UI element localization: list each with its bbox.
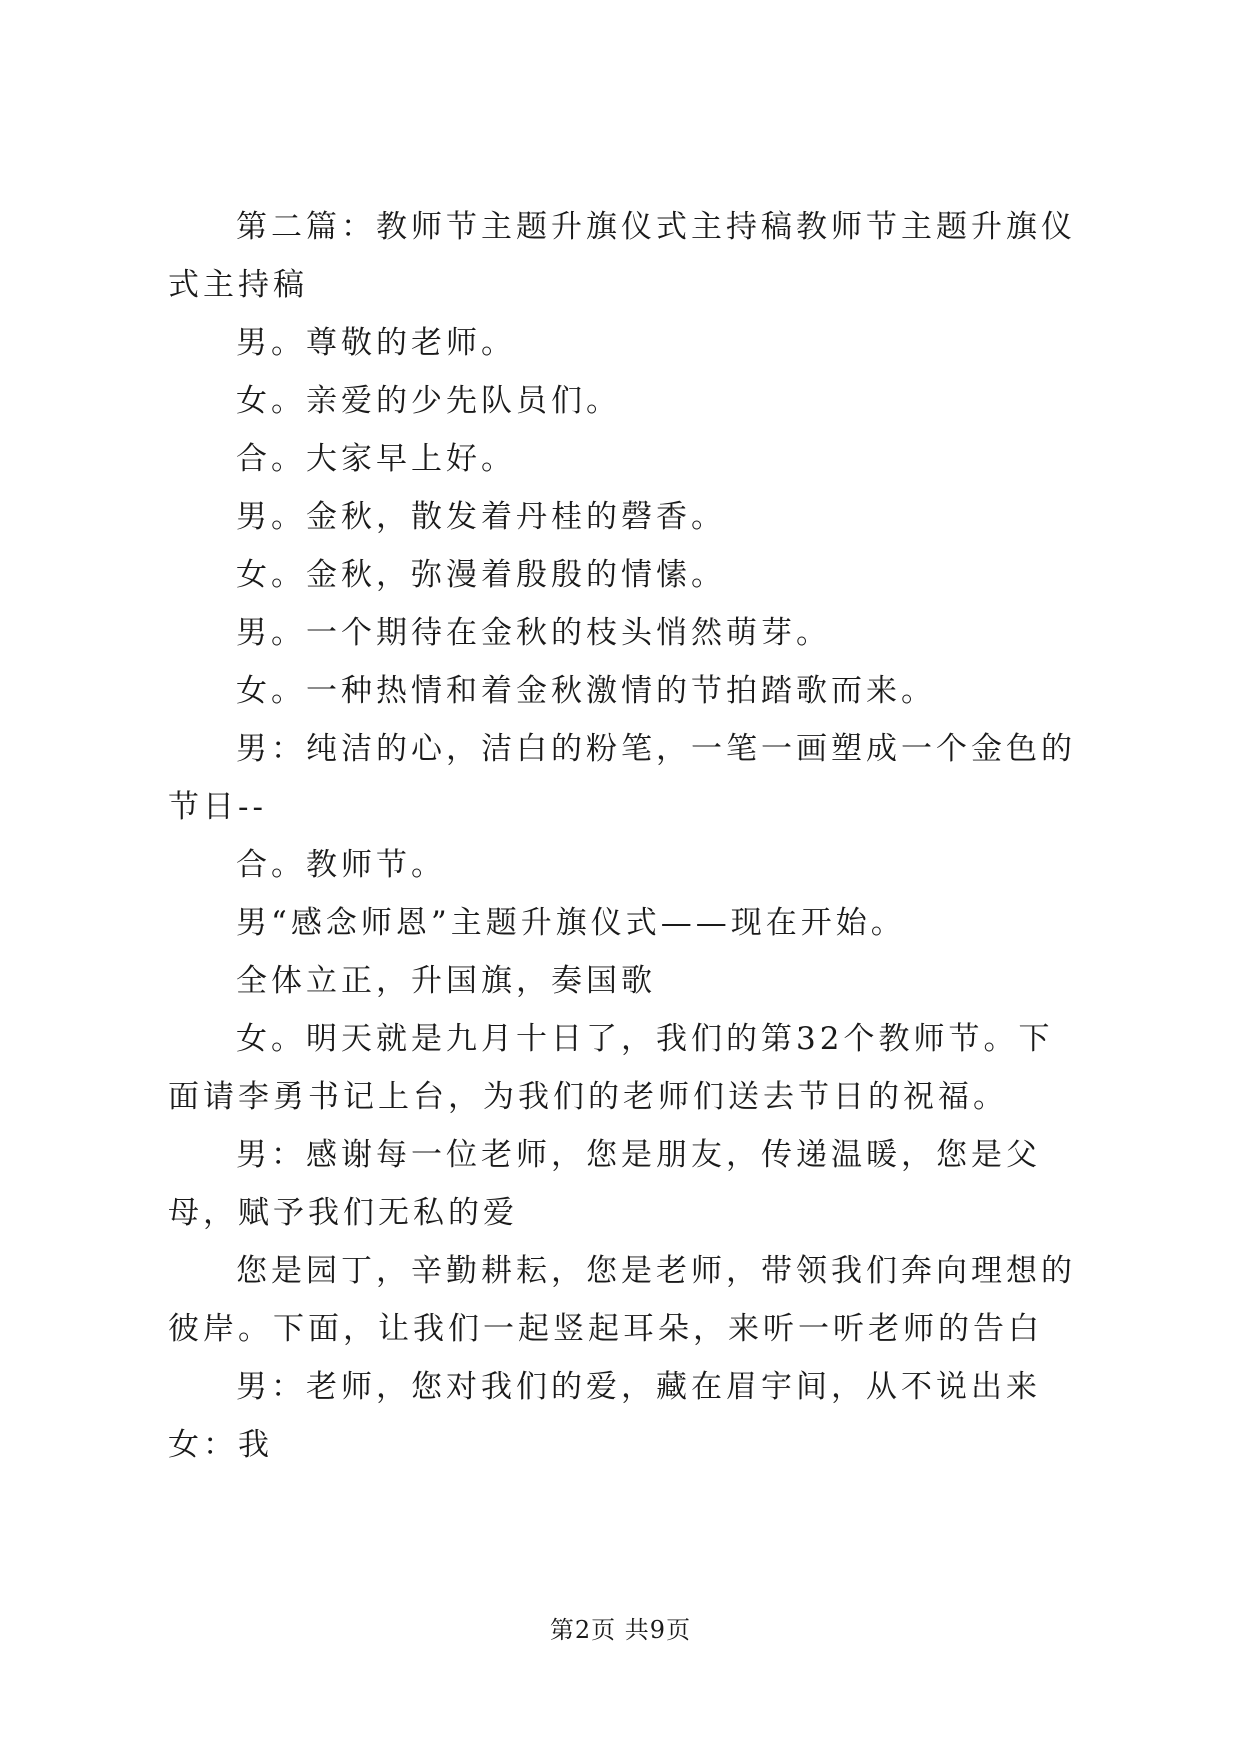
paragraph: 男：纯洁的心，洁白的粉笔，一笔一画塑成一个金色的节日-- [168, 731, 1076, 825]
paragraph: 女。明天就是九月十日了，我们的第32个教师节。下面请李勇书记上台，为我们的老师们送去节日的祝福。 [168, 1021, 1054, 1115]
page-number-footer: 第2页 共9页 [549, 1616, 692, 1644]
paragraph: 男。金秋，散发着丹桂的磬香。 [236, 499, 726, 535]
paragraph: 女。一种热情和着金秋激情的节拍踏歌而来。 [236, 673, 936, 709]
paragraph: 男：感谢每一位老师，您是朋友，传递温暖，您是父母，赋予我们无私的爱 [168, 1137, 1041, 1231]
paragraph: 女。金秋，弥漫着殷殷的情愫。 [236, 557, 726, 593]
paragraph: 全体立正，升国旗，奏国歌 [236, 963, 656, 999]
paragraph: 您是园丁，辛勤耕耘，您是老师，带领我们奔向理想的彼岸。下面，让我们一起竖起耳朵，来听一听老师的告白 [168, 1253, 1076, 1347]
document-body [168, 198, 1083, 1474]
paragraph-title: 第二篇：教师节主题升旗仪式主持稿教师节主题升旗仪式主持稿 [168, 209, 1076, 303]
paragraph: 合。教师节。 [236, 847, 446, 883]
paragraph: 男：老师，您对我们的爱，藏在眉宇间，从不说出来女：我 [168, 1369, 1041, 1463]
paragraph: 女。亲爱的少先队员们。 [236, 383, 621, 419]
paragraph: 男。尊敬的老师。 [236, 325, 516, 361]
paragraph: 男“感念师恩”主题升旗仪式——现在开始。 [236, 905, 906, 941]
paragraph: 合。大家早上好。 [236, 441, 516, 477]
paragraph: 男。一个期待在金秋的枝头悄然萌芽。 [236, 615, 831, 651]
